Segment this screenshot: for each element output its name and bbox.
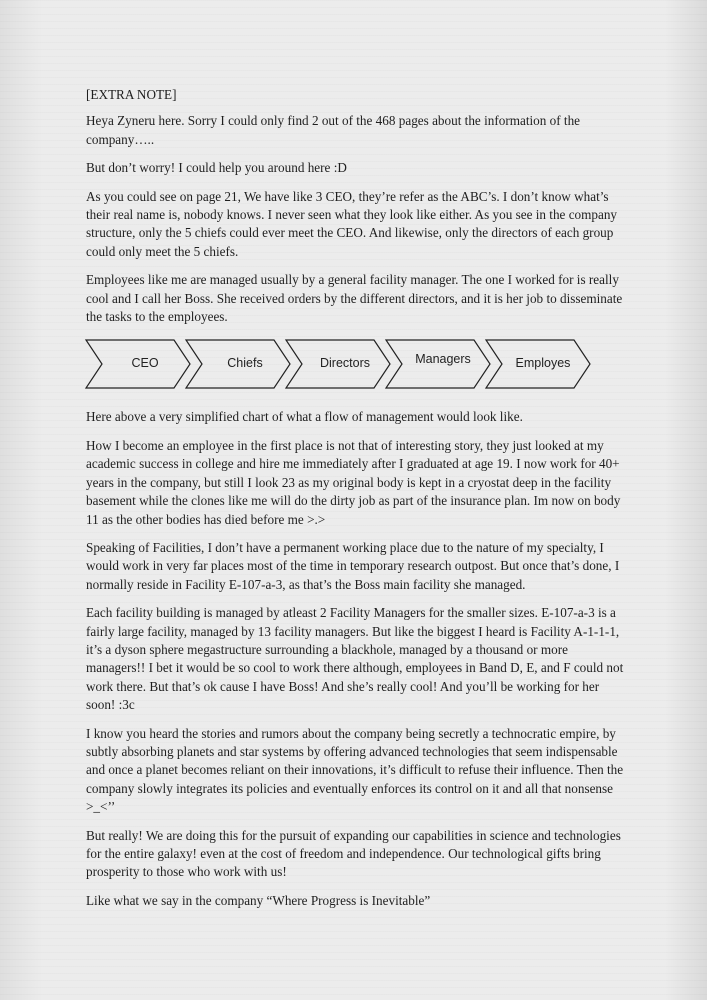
paragraph-help: But don’t worry! I could help you around here :D [86,160,347,176]
flow-step-managers: Managers [415,352,471,367]
paragraph-intro: Heya Zyneru here. Sorry I could only find 2 out of the 468 pages about the information of the company….. [86,113,581,147]
paragraph-facility-managers: Each facility building is managed by atleast 2 Facility Managers for the smaller sizes. E-107-a-3 is a fairly large facility, managed by 13 facility managers. But like the biggest I heard is Facility A-1-1-1, it’s a dyson sphere megastructure surrounding a blackhole, managed by a thousand or more managers!! I bet it would be so cool to work there although, employees in Band D, E, and F could not work there. But that’s ok cause I have Boss! And she’s really cool! And you’ll be working for her soon! :3c [86,605,624,713]
paragraph-employees: Employees like me are managed usually by a general facility manager. The one I worked for is really cool and I call her Boss. She received orders by the different directors, and it is her job to disseminate the tasks to the employees. [86,272,623,325]
paragraph-mission: But really! We are doing this for the pursuit of expanding our capabilities in science and technologies for the entire galaxy! even at the cost of freedom and independence. Our technological gifts bring prosperity to those who work with us! [86,827,621,880]
flow-step-ceo: CEO [131,356,159,371]
management-flow-chart [84,338,604,390]
flow-step-chiefs: Chiefs [227,356,263,371]
paragraph-rumors: I know you heard the stories and rumors about the company being secretly a technocratic empire, by subtly absorbing planets and star systems by offering advanced technologies that seem indispensable and once a planet becomes reliant on their innovations, it’s difficult to refuse their influence. Then the company slowly integrates its policies and eventually enforces its control on it and all that nonsense >_<’’ [86,725,624,815]
paragraph-slogan: Like what we say in the company “Where Progress is Inevitable” [86,892,431,908]
flow-step-directors: Directors [319,356,370,371]
paragraph-chart-caption: Here above a very simplified chart of what a flow of management would look like. [86,409,523,425]
flow-step-employes: Employes [515,356,571,371]
document-body [86,86,626,920]
paragraph-ceo: As you could see on page 21, We have like 3 CEO, they’re refer as the ABC’s. I don’t know what’s their real name is, nobody knows. I never seen what they look like either. As you see in the company structure, only the 5 chiefs could ever meet the CEO. And likewise, only the directors of each group could only meet the 5 chiefs. [86,188,618,259]
paragraph-origin-story: How I become an employee in the first place is not that of interesting story, they just looked at my academic success in college and hire me immediately after I graduated at age 19. I now work for 40+ years in the company, but still I look 23 as my original body is kept in a cryostat deep in the facility basement while the clones like me will do the dirty job as part of the insurance plan. Im now on body 11 as the other bodies has died before me >.> [86,437,621,527]
paragraph-facilities: Speaking of Facilities, I don’t have a permanent working place due to the nature of my specialty, I would work in very far places most of the time in temporary research outpost. But once that’s done, I normally reside in Facility E-107-a-3, as that’s the Boss main facility she managed. [86,539,620,592]
note-heading: [EXTRA NOTE] [86,87,177,102]
